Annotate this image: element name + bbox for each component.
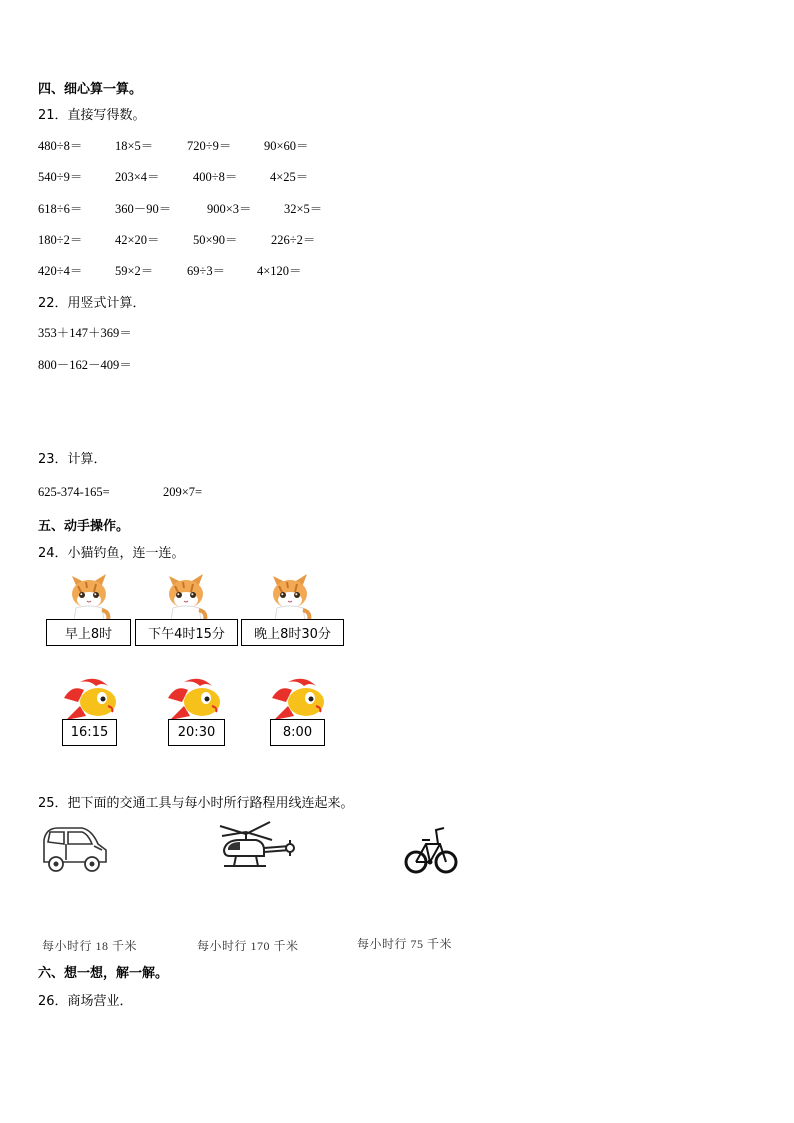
question-23-label: 23．计算． — [38, 452, 107, 467]
calc-item: 203×4＝ — [115, 170, 160, 184]
calc-item: 32×5＝ — [284, 202, 323, 216]
vertical-calc-item: 800－162－409＝ — [38, 358, 132, 372]
cat-icon — [267, 568, 313, 620]
cat-icon — [66, 568, 112, 620]
calc-item: 226÷2＝ — [271, 233, 316, 247]
cat-icon — [163, 568, 209, 620]
calc-item: 420÷4＝ — [38, 264, 83, 278]
cat-time-box[interactable]: 晚上8时30分 — [241, 619, 344, 646]
calc-item: 720÷9＝ — [187, 139, 232, 153]
section-6-heading: 六、想一想，解一解。 — [38, 966, 169, 981]
section-5-heading: 五、动手操作。 — [38, 519, 130, 534]
section-4-heading: 四、细心算一算。 — [38, 82, 143, 97]
bicycle-icon — [404, 820, 458, 880]
calc-item: 180÷2＝ — [38, 233, 83, 247]
question-25-label: 25．把下面的交通工具与每小时所行路程用线连起来。 — [38, 796, 354, 811]
fish-time-box[interactable]: 20:30 — [168, 719, 225, 746]
calc-item: 18×5＝ — [115, 139, 154, 153]
fish-icon — [62, 676, 120, 722]
question-22-label: 22．用竖式计算． — [38, 296, 146, 311]
speed-label: 每小时行 170 千米 — [197, 939, 299, 953]
helicopter-icon — [216, 820, 300, 880]
fish-icon — [166, 676, 224, 722]
question-21-label: 21．直接写得数。 — [38, 108, 146, 123]
calc-item: 618÷6＝ — [38, 202, 83, 216]
calc-item: 59×2＝ — [115, 264, 154, 278]
calc-item: 4×120＝ — [257, 264, 302, 278]
calc-item: 900×3＝ — [207, 202, 252, 216]
calc-item: 90×60＝ — [264, 139, 309, 153]
calc-item: 540÷9＝ — [38, 170, 83, 184]
speed-label: 每小时行 18 千米 — [42, 939, 138, 953]
calc-item: 480÷8＝ — [38, 139, 83, 153]
fish-time-box[interactable]: 16:15 — [62, 719, 117, 746]
fish-time-box[interactable]: 8:00 — [270, 719, 325, 746]
calc-item: 360－90＝ — [115, 202, 172, 216]
vertical-calc-item: 353＋147＋369＝ — [38, 326, 132, 340]
calc-item: 4×25＝ — [270, 170, 309, 184]
calc-item: 209×7= — [163, 485, 203, 499]
calc-item: 69÷3＝ — [187, 264, 226, 278]
calc-item: 50×90＝ — [193, 233, 238, 247]
cat-time-box[interactable]: 下午4时15分 — [135, 619, 238, 646]
question-24-label: 24．小猫钓鱼，连一连。 — [38, 546, 185, 561]
fish-icon — [270, 676, 328, 722]
calc-item: 400÷8＝ — [193, 170, 238, 184]
car-icon — [38, 822, 110, 876]
speed-label: 每小时行 75 千米 — [357, 937, 453, 951]
calc-item: 625-374-165= — [38, 485, 110, 499]
question-26-label: 26．商场营业． — [38, 994, 133, 1009]
calc-item: 42×20＝ — [115, 233, 160, 247]
cat-time-box[interactable]: 早上8时 — [46, 619, 131, 646]
